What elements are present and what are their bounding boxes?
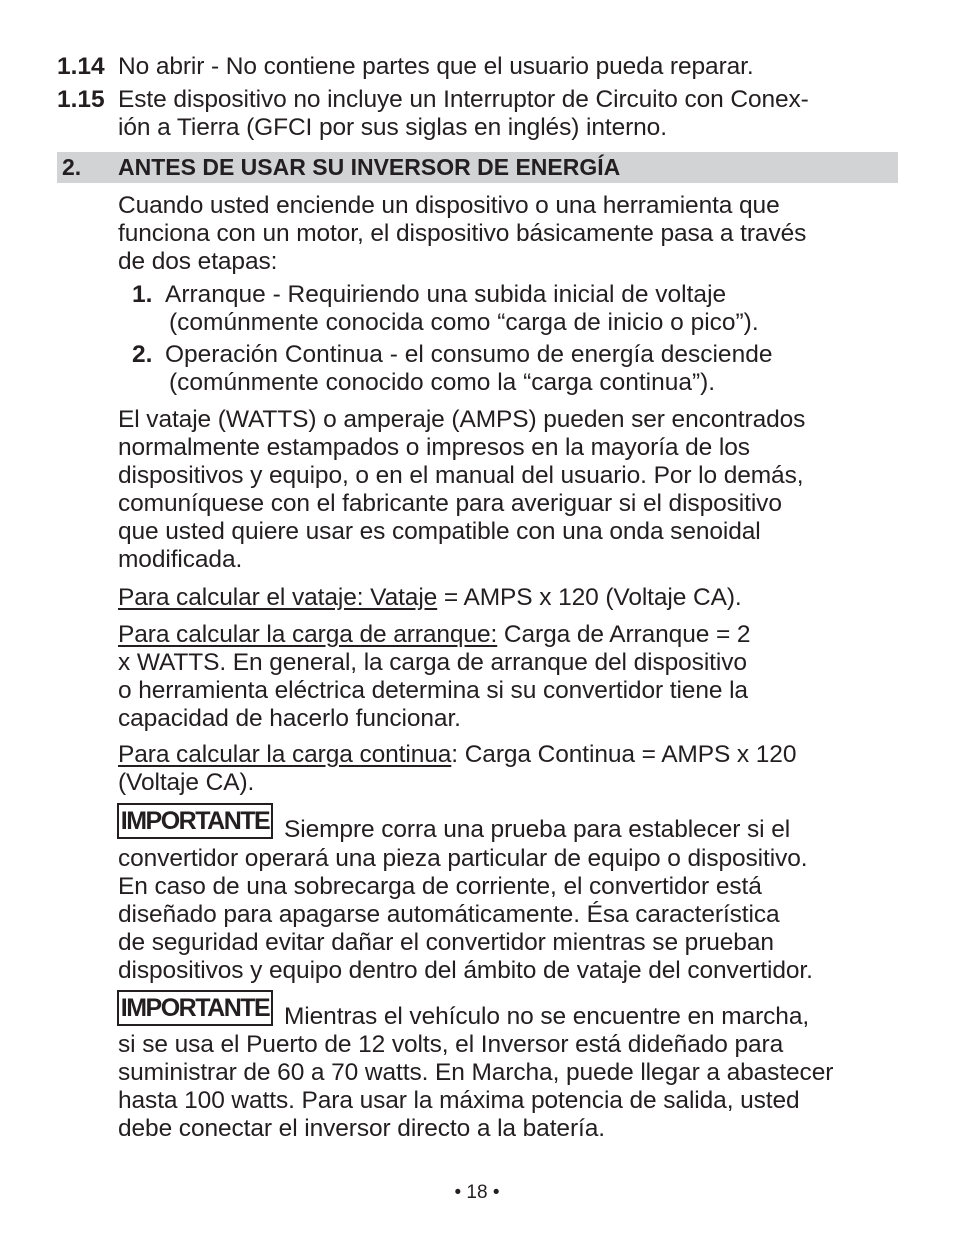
paragraph-line: o herramienta eléctrica determina si su convertidor tiene la: [118, 677, 748, 704]
formula-text: = AMPS x 120 (Voltaje CA).: [437, 584, 742, 611]
note-text: suministrar de 60 a 70 watts. En Marcha, puede llegar a abastecer: [118, 1059, 834, 1086]
paragraph-line: Cuando usted enciende un dispositivo o una herramienta que: [118, 192, 780, 219]
stage-text: (comúnmente conocida como “carga de inicio o pico”).: [169, 309, 759, 336]
item-text: No abrir - No contiene partes que el usuario pueda reparar.: [118, 53, 754, 80]
item-text: ión a Tierra (GFCI por sus siglas en inglés) interno.: [118, 114, 667, 141]
formula-label: Para calcular la carga continua: [118, 741, 452, 768]
important-badge: IMPORTANTE: [117, 803, 273, 839]
note-text: dispositivos y equipo dentro del ámbito de vataje del convertidor.: [118, 957, 813, 984]
paragraph-line: comuníquese con el fabricante para averiguar si el dispositivo: [118, 490, 782, 517]
note-text: Mientras el vehículo no se encuentre en marcha,: [284, 1003, 810, 1030]
formula-watts: [118, 584, 742, 612]
section-title: ANTES DE USAR SU INVERSOR DE ENERGÍA: [118, 154, 621, 180]
stage-text: (comúnmente conocido como la “carga continua”).: [169, 369, 716, 396]
paragraph-line: El vataje (WATTS) o amperaje (AMPS) pueden ser encontrados: [118, 406, 806, 433]
formula-text: : Carga Continua = AMPS x 120: [451, 741, 797, 768]
item-number: 1.14: [57, 53, 105, 80]
paragraph-line: funciona con un motor, el dispositivo básicamente pasa a través: [118, 220, 807, 247]
note-text: convertidor operará una pieza particular de equipo o dispositivo.: [118, 845, 808, 872]
section-number: 2.: [62, 154, 82, 180]
paragraph-line: x WATTS. En general, la carga de arranque del dispositivo: [118, 649, 747, 676]
note-text: En caso de una sobrecarga de corriente, el convertidor está: [118, 873, 762, 900]
note-text: diseñado para apagarse automáticamente. Ésa característica: [118, 901, 780, 928]
note-text: de seguridad evitar dañar el convertidor mientras se prueban: [118, 929, 774, 956]
paragraph-line: normalmente estampados o impresos en la mayoría de los: [118, 434, 750, 461]
formula-label: Para calcular el vataje: Vataje: [118, 584, 438, 611]
stage-number: 1.: [132, 281, 153, 308]
stage-number: 2.: [132, 341, 153, 368]
stage-text: Operación Continua - el consumo de energía desciende: [165, 341, 773, 368]
formula-continuous: [118, 741, 796, 769]
page-number: • 18 •: [454, 1182, 500, 1203]
item-text: Este dispositivo no incluye un Interruptor de Circuito con Conex-: [118, 86, 809, 113]
item-number: 1.15: [57, 86, 105, 113]
stage-text: Arranque - Requiriendo una subida inicial de voltaje: [165, 281, 727, 308]
note-text: hasta 100 watts. Para usar la máxima potencia de salida, usted: [118, 1087, 800, 1114]
paragraph-line: (Voltaje CA).: [118, 769, 255, 796]
paragraph-line: de dos etapas:: [118, 248, 278, 275]
important-badge: IMPORTANTE: [117, 990, 273, 1026]
paragraph-line: capacidad de hacerlo funcionar.: [118, 705, 461, 732]
paragraph-line: modificada.: [118, 546, 243, 573]
note-text: Siempre corra una prueba para establecer si el: [284, 816, 791, 843]
note-text: debe conectar el inversor directo a la batería.: [118, 1115, 605, 1142]
paragraph-line: que usted quiere usar es compatible con una onda senoidal: [118, 518, 761, 545]
note-text: si se usa el Puerto de 12 volts, el Inversor está dideñado para: [118, 1031, 784, 1058]
formula-label: Para calcular la carga de arranque:: [118, 621, 498, 648]
formula-start: [118, 621, 750, 649]
paragraph-line: dispositivos y equipo, o en el manual del usuario. Por lo demás,: [118, 462, 804, 489]
formula-text: Carga de Arranque = 2: [497, 621, 751, 648]
